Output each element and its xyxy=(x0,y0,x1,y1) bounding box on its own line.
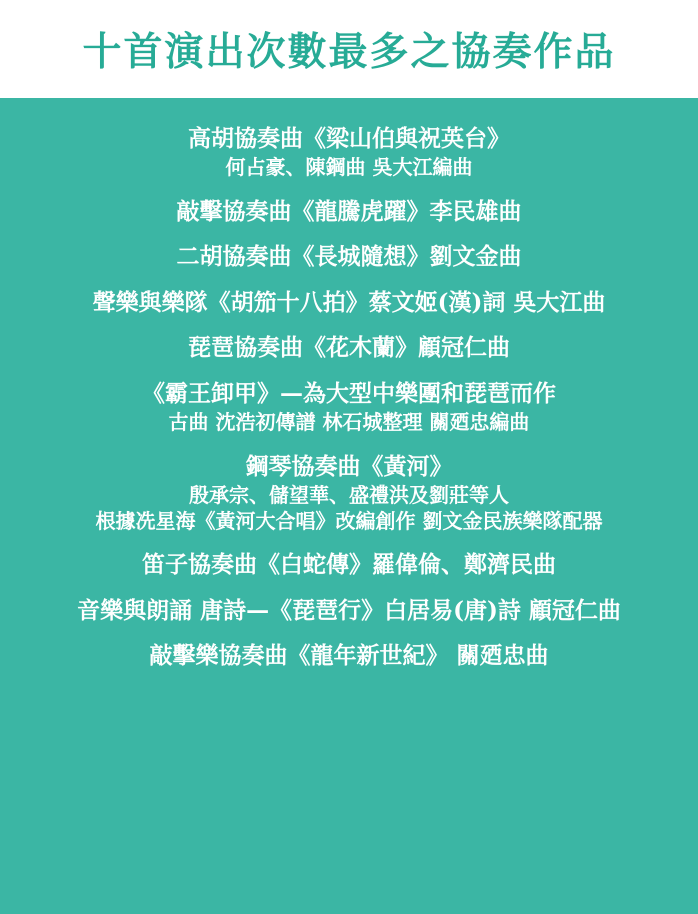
list-item xyxy=(10,333,688,362)
work-credit: 何占豪、陳鋼曲 吳大江編曲 xyxy=(225,155,473,180)
work-title: 笛子協奏曲《白蛇傳》羅偉倫、鄭濟民曲 xyxy=(142,551,556,579)
list-item xyxy=(10,641,688,670)
work-title: 琵琶協奏曲《花木蘭》顧冠仁曲 xyxy=(188,334,510,362)
work-credit: 古曲 沈浩初傳譜 林石城整理 關廼忠編曲 xyxy=(168,410,530,435)
list-item xyxy=(10,550,688,579)
work-title: 敲擊樂協奏曲《龍年新世紀》 關廼忠曲 xyxy=(149,642,549,670)
list-item xyxy=(10,452,688,535)
poster-header xyxy=(0,0,698,98)
list-item xyxy=(10,288,688,317)
list-item xyxy=(10,379,688,436)
work-title: 聲樂與樂隊《胡笳十八拍》蔡文姬(漢)詞 吳大江曲 xyxy=(92,288,606,316)
work-title: 敲擊協奏曲《龍騰虎躍》李民雄曲 xyxy=(176,198,522,226)
list-item xyxy=(10,596,688,625)
list-item xyxy=(10,197,688,226)
work-title: 鋼琴協奏曲《黃河》 xyxy=(245,452,453,480)
work-credit: 殷承宗、儲望華、盛禮洪及劉莊等人 xyxy=(189,483,509,508)
work-title: 二胡協奏曲《長城隨想》劉文金曲 xyxy=(176,243,522,271)
page-title: 十首演出次數最多之協奏作品 xyxy=(82,29,616,75)
work-credit: 根據冼星海《黃河大合唱》改編創作 劉文金民族樂隊配器 xyxy=(95,508,603,533)
work-title: 音樂與朗誦 唐詩—《琵琶行》白居易(唐)詩 顧冠仁曲 xyxy=(77,596,621,624)
works-list xyxy=(0,98,698,914)
list-item xyxy=(10,124,688,181)
list-item xyxy=(10,242,688,271)
work-title: 高胡協奏曲《梁山伯與祝英台》 xyxy=(188,125,510,152)
work-title: 《霸王卸甲》—為大型中樂團和琵琶而作 xyxy=(142,379,556,407)
